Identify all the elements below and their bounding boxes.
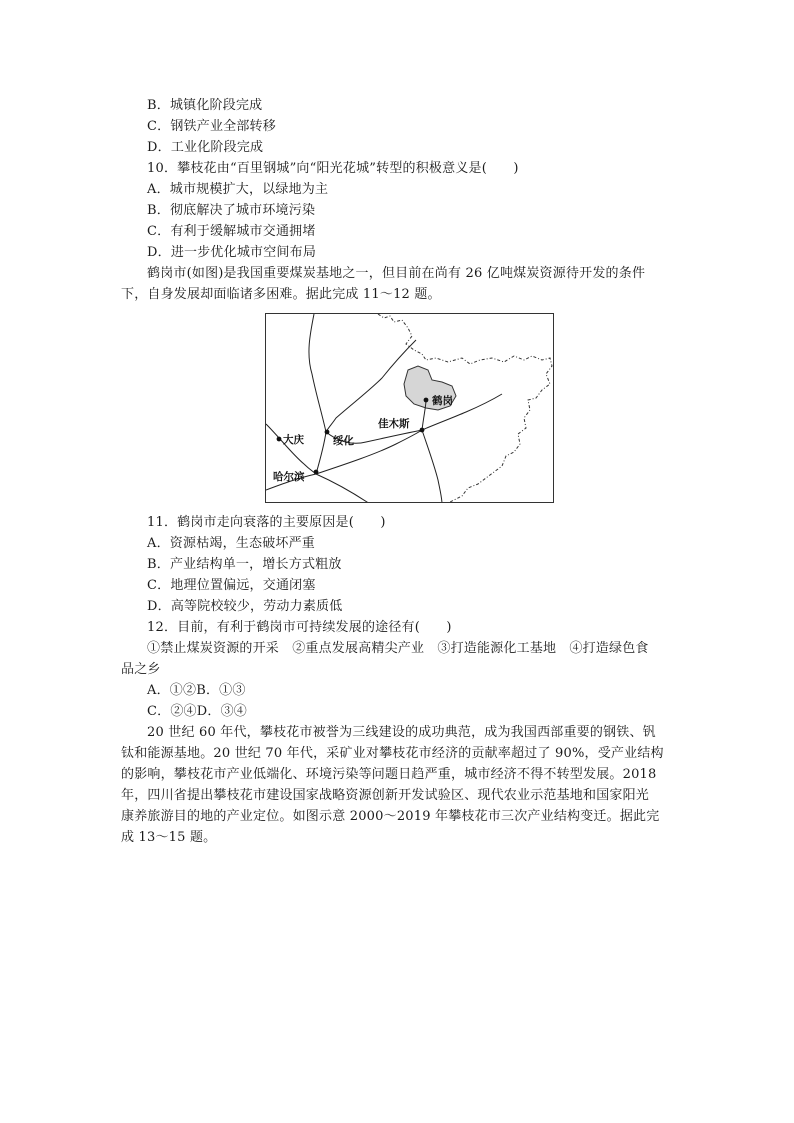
road-5 (316, 474, 370, 503)
daqing-label: 大庆 (283, 434, 304, 446)
daqing-dot (277, 437, 282, 442)
harbin-label: 哈尔滨 (273, 471, 305, 483)
province-boundary (378, 314, 552, 503)
suihua-label: 绥化 (333, 435, 354, 447)
passage1-line2: 下，自身发展却面临诸多困难。据此完成 11～12 题。 (121, 287, 441, 302)
road-3 (266, 424, 316, 474)
hegang-map-figure (265, 313, 554, 503)
harbin-dot (314, 470, 319, 475)
passage1-line1: 鹤岗市(如图)是我国重要煤炭基地之一，但目前在尚有 26 亿吨煤炭资源待开发的条件 (147, 266, 646, 281)
passage2-line2: 钛和能源基地。20 世纪 70 年代，采矿业对攀枝花市经济的贡献率超过了 90%，受产业结构 (121, 746, 664, 761)
q10-option-c: C．有利于缓解城市交通拥堵 (147, 224, 316, 239)
passage2-line1: 20 世纪 60 年代，攀枝花市被誉为三线建设的成功典范，成为我国西部重要的钢铁、钒 (147, 725, 656, 740)
q9-option-d: D．工业化阶段完成 (147, 140, 264, 155)
suihua-dot (325, 430, 330, 435)
q9-option-b: B．城镇化阶段完成 (147, 98, 263, 113)
jiamusi-label: 佳木斯 (378, 418, 410, 430)
q10-option-a: A．城市规模扩大，以绿地为主 (147, 182, 329, 197)
q11-option-b: B．产业结构单一，增长方式粗放 (147, 557, 342, 572)
jiamusi-dot (420, 428, 425, 433)
q12-options-cd: C．②④D．③④ (147, 704, 247, 719)
hegang-dot (424, 398, 429, 403)
q12-stem: 12．目前，有利于鹤岗市可持续发展的途径有( ) (147, 620, 452, 635)
q10-option-d: D．进一步优化城市空间布局 (147, 245, 317, 260)
q11-option-d: D．高等院校较少，劳动力素质低 (147, 599, 343, 614)
q12-items-line2: 品之乡 (121, 662, 161, 677)
hegang-map-svg (266, 314, 554, 503)
q10-stem: 10．攀枝花由“百里钢城”向“阳光花城”转型的积极意义是( ) (147, 161, 519, 176)
road-1 (309, 314, 326, 474)
passage2-line3: 的影响，攀枝花市产业低端化、环境污染等问题日趋严重，城市经济不得不转型发展。2018 (121, 767, 657, 782)
hegang-label: 鹤岗 (432, 395, 453, 407)
road-9 (422, 430, 442, 503)
q12-items-line1: ①禁止煤炭资源的开采 ②重点发展高精尖产业 ③打造能源化工基地 ④打造绿色食 (147, 641, 649, 656)
passage2-line5: 康养旅游目的地的产业定位。如图示意 2000～2019 年攀枝花市三次产业结构变迁。据此完 (121, 809, 660, 824)
q9-option-c: C．钢铁产业全部转移 (147, 119, 276, 134)
passage2-line4: 年，四川省提出攀枝花市建设国家战略资源创新开发试验区、现代农业示范基地和国家阳光 (121, 788, 650, 803)
q10-option-b: B．彻底解决了城市环境污染 (147, 203, 316, 218)
passage2-line6: 成 13～15 题。 (121, 830, 217, 845)
q11-stem: 11．鹤岗市走向衰落的主要原因是( ) (147, 515, 386, 530)
q12-options-ab: A．①②B．①③ (147, 683, 246, 698)
q11-option-a: A．资源枯竭，生态破坏严重 (147, 536, 315, 551)
q11-option-c: C．地理位置偏远，交通闭塞 (147, 578, 316, 593)
